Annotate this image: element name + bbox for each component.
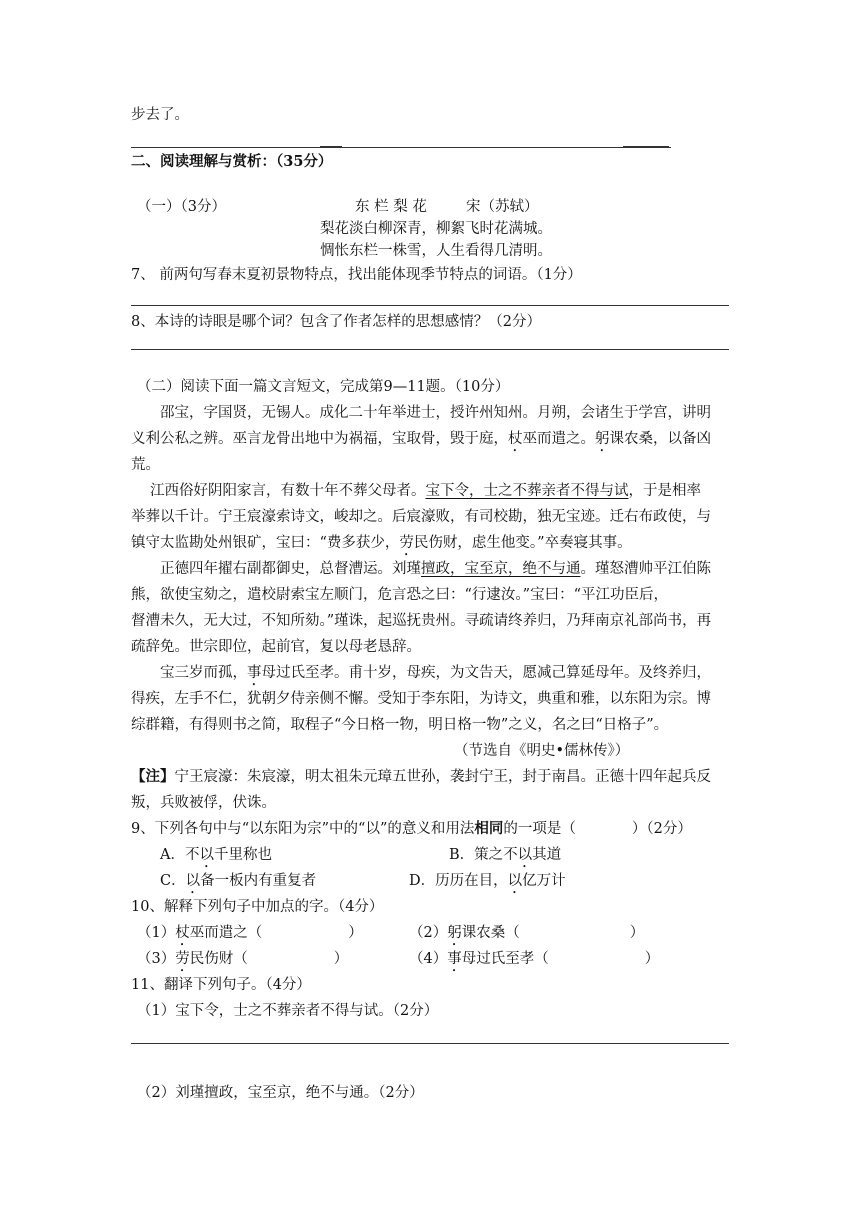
underlined-sentence: 宝下令，士之不葬亲者不得与试: [425, 483, 629, 499]
passage-line: 邵宝，字国贤，无锡人。成化二十年举进士，授许州知州。月朔，会诸生于学宫，讲明: [160, 405, 711, 421]
passage-line: 宝三岁而孤，事母过氏至孝。甫十岁，母疾，为文告天，愿减己算延母年。及终养归，: [160, 665, 711, 681]
dotted-char: 以: [517, 847, 533, 863]
dotted-char: 躬: [447, 925, 462, 941]
divider: [320, 146, 342, 147]
dotted-char: 以: [507, 873, 523, 889]
dotted-char: 躬: [595, 431, 610, 447]
question-11: 11、翻译下列句子。（4分）: [131, 977, 311, 993]
divider: [623, 146, 669, 147]
passage-line: 疏辞免。世宗即位，起前官，复以母老恳辞。: [131, 639, 421, 655]
dotted-char: 事: [247, 665, 262, 681]
underlined-sentence: 擅政，宝至京，绝不与通: [421, 561, 581, 577]
passage-line: 督漕未久，无大过，不知所劾。”瑾诛，起巡抚贵州。寻疏请终养归，乃拜南京礼部尚书，再: [131, 613, 712, 629]
part-label: （一）（3分）: [137, 199, 226, 215]
q11-sentence-1: （1）宝下令，士之不葬亲者不得与试。（2分）: [137, 1003, 439, 1019]
dotted-char: 杖: [508, 431, 523, 447]
emphasis: 相同: [474, 820, 504, 837]
text-fragment: 步去了。: [131, 107, 189, 123]
poem-line: 惆怅东栏一株雪，人生看得几清明。: [320, 243, 552, 259]
dotted-char: 杖: [175, 925, 190, 941]
question-10: 10、解释下列句子中加点的字。（4分）: [131, 899, 384, 915]
dotted-char: 以: [199, 847, 214, 863]
q11-sentence-2: （2）刘瑾擅政，宝至京，绝不与通。（2分）: [137, 1085, 424, 1101]
dotted-char: 劳: [399, 535, 414, 551]
passage-line: 义利公私之辨。巫言龙骨出地中为祸福，宝取骨，毁于庭，杖巫而遣之。躬课农桑，以备凶: [131, 431, 711, 447]
option-d: D．历历在目，以亿万计: [409, 873, 566, 889]
question-8: 8、本诗的诗眼是哪个词？包含了作者怎样的思想感情？（2分）: [131, 314, 541, 330]
poem-author: 宋（苏轼）: [466, 199, 539, 215]
option-b: B．策之不以其道: [449, 847, 562, 863]
answer-line[interactable]: [131, 1043, 729, 1044]
q10-item-2: （2）躬课农桑（ ）: [409, 925, 645, 941]
q10-item-3: （3）劳民伤财（ ）: [137, 951, 349, 967]
divider: [131, 147, 671, 148]
answer-line[interactable]: [131, 305, 729, 306]
note-line: 【注】宁王宸濠：朱宸濠，明太祖朱元璋五世孙，袭封宁王，封于南昌。正德十四年起兵反: [131, 768, 711, 785]
q10-item-4: （4）事母过氏至孝（ ）: [409, 951, 660, 967]
option-a: A．不以千里称也: [160, 847, 272, 863]
note-line: 叛，兵败被俘，伏诛。: [131, 795, 276, 811]
question-9: 9、下列各句中与“以东阳为宗”中的“以”的意义和用法相同的一项是（ ）（2分）: [131, 820, 692, 837]
option-c: C．以备一板内有重复者: [160, 873, 317, 889]
passage-line: 熊，欲使宝劾之，遣校尉索宝左顺门，危言恐之曰：“行逮汝。”宝曰：“平江功臣后，: [131, 587, 668, 603]
dotted-char: 事: [447, 951, 462, 967]
passage-source: （节选自《明史•儒林传》）: [454, 743, 630, 759]
passage-line: 镇守太监勘处州银矿，宝曰：“费多获少，劳民伤财，虑生他变。”卒奏寝其事。: [131, 535, 632, 551]
passage-line: 正德四年擢右副都御史，总督漕运。刘瑾擅政，宝至京，绝不与通。瑾怒漕帅平江伯陈: [160, 561, 711, 577]
q10-item-1: （1）杖巫而遣之（ ）: [137, 925, 363, 941]
section-title: 二、阅读理解与赏析：（35分）: [131, 153, 333, 170]
answer-line[interactable]: [131, 349, 729, 350]
question-7: 7、 前两句写春末夏初景物特点，找出能体现季节特点的词语。（1分）: [131, 267, 582, 283]
poem-title: 东 栏 梨 花: [355, 199, 427, 215]
passage-line: 举葬以千计。宁王宸濠索诗文，峻却之。后宸濠败，有司校勘，独无宝迹。迁右布政使，与: [131, 509, 711, 525]
part-intro: （二）阅读下面一篇文言短文，完成第9—11题。（10分）: [137, 379, 510, 395]
passage-line: 得疾，左手不仁，犹朝夕侍亲侧不懈。受知于李东阳，为诗文，典重和雅，以东阳为宗。博: [131, 691, 711, 707]
passage-line: 江西俗好阴阳家言，有数十年不葬父母者。宝下令，士之不葬亲者不得与试，于是相率: [150, 483, 701, 499]
note-label: 【注】: [131, 768, 175, 785]
dotted-char: 劳: [175, 951, 190, 967]
poem-line: 梨花淡白柳深青，柳絮飞时花满城。: [320, 221, 552, 237]
dotted-char: 以: [185, 873, 201, 889]
passage-line: 荒。: [131, 457, 160, 473]
passage-line: 综群籍，有得则书之简，取程子“今日格一物，明日格一物”之义，名之曰“日格子”。: [131, 717, 669, 733]
